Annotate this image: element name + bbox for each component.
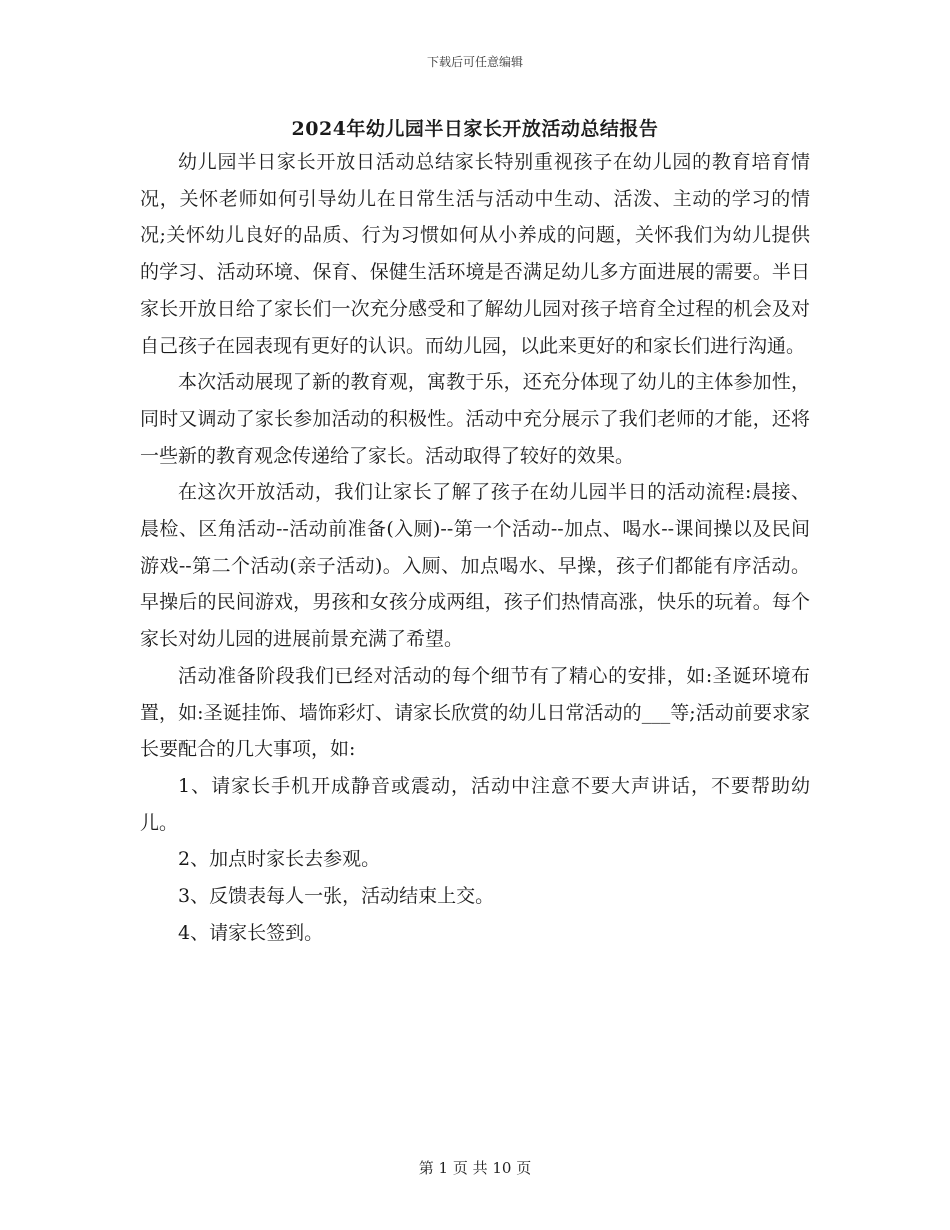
page-header-note: 下载后可任意编辑 <box>426 55 523 69</box>
document-body <box>140 144 810 951</box>
page-number-footer: 第 1 页 共 10 页 <box>418 1159 532 1177</box>
document-title: 2024年幼儿园半日家长开放活动总结报告 <box>291 118 659 140</box>
paragraph: 在这次开放活动，我们让家长了解了孩子在幼儿园半日的活动流程:晨接、晨检、区角活动--活动前准备(入厕)--第一个活动--加点、喝水--课间操以及民间游戏--第二个活动(亲子活动)。入厕、加点喝水、早操，孩子们都能有序活动。早操后的民间游戏，男孩和女孩分成两组，孩子们热情高涨，快乐的玩着。每个家长对幼儿园的进展前景充满了希望。 <box>140 481 810 651</box>
list-item: 4、请家长签到。 <box>178 921 324 944</box>
paragraph: 幼儿园半日家长开放日活动总结家长特别重视孩子在幼儿园的教育培育情况，关怀老师如何引导幼儿在日常生活与活动中生动、活泼、主动的学习的情况;关怀幼儿良好的品质、行为习惯如何从小养成的问题，关怀我们为幼儿提供的学习、活动环境、保育、保健生活环境是否满足幼儿多方面进展的需要。半日家长开放日给了家长们一次充分感受和了解幼儿园对孩子培育全过程的机会及对自己孩子在园表现有更好的认识。而幼儿园，以此来更好的和家长们进行沟通。 <box>140 151 810 357</box>
list-item: 2、加点时家长去参观。 <box>178 848 381 871</box>
list-item: 1、请家长手机开成静音或震动，活动中注意不要大声讲话，不要帮助幼儿。 <box>140 774 810 834</box>
paragraph: 本次活动展现了新的教育观，寓教于乐，还充分体现了幼儿的主体参加性，同时又调动了家长参加活动的积极性。活动中充分展示了我们老师的才能，还将一些新的教育观念传递给了家长。活动取得了较好的效果。 <box>140 371 810 467</box>
list-item: 3、反馈表每人一张，活动结束上交。 <box>178 885 495 908</box>
paragraph: 活动准备阶段我们已经对活动的每个细节有了精心的安排，如:圣诞环境布置，如:圣诞挂饰、墙饰彩灯、请家长欣赏的幼儿日常活动的___等;活动前要求家长要配合的几大事项，如: <box>140 664 810 761</box>
